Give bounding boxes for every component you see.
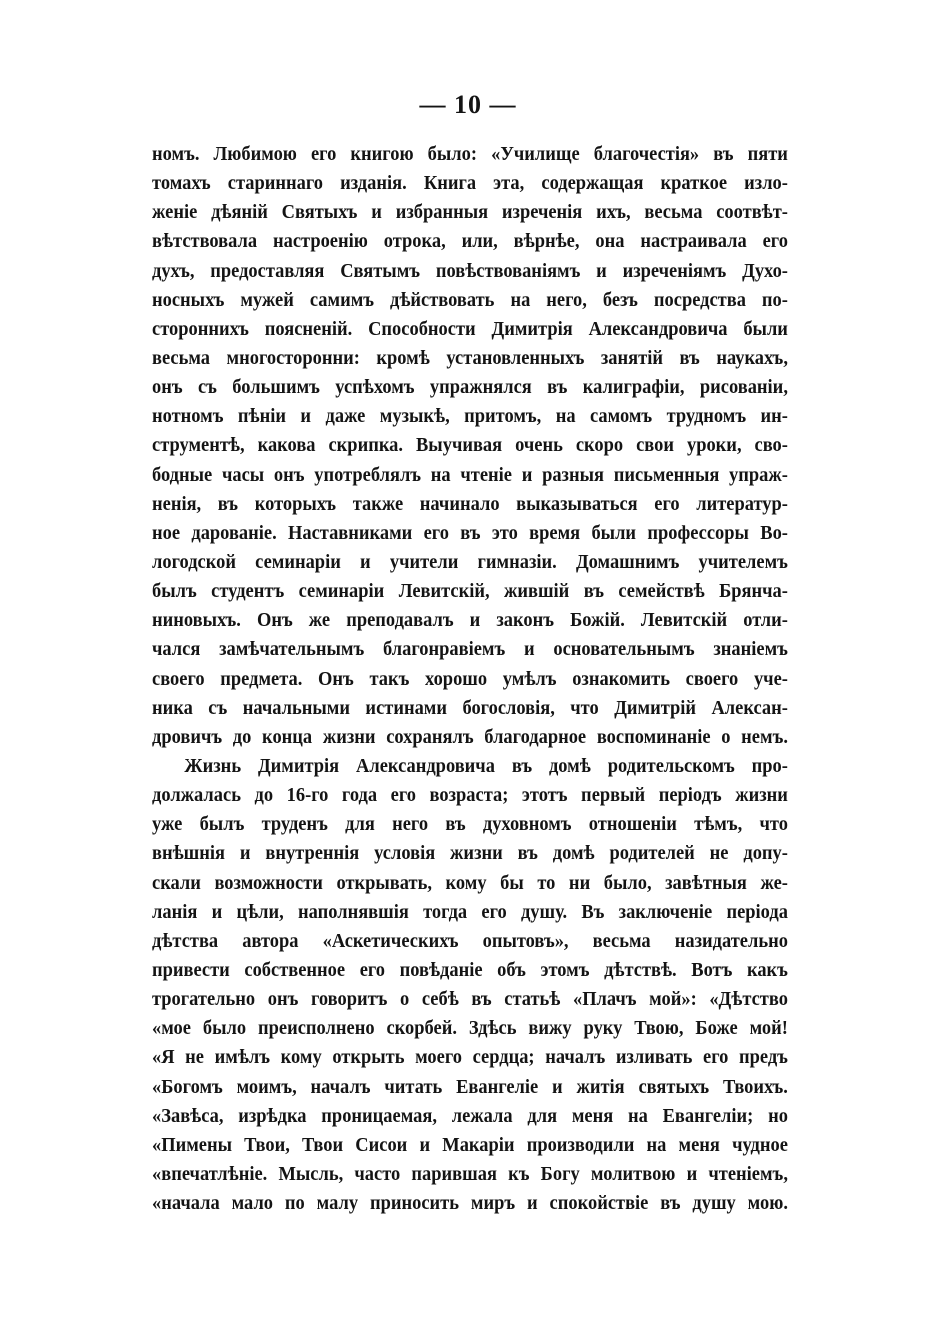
- text-line: бодные часы онъ употреблялъ на чтеніе и разныя письменныя упраж-: [152, 463, 788, 486]
- body-text: [152, 140, 788, 1218]
- quote-line: «Богомъ моимъ, началъ читать Евангеліе и житія святыхъ Твоихъ.: [152, 1075, 788, 1098]
- text-line: носныхъ мужей самимъ дѣйствовать на него, безъ посредства по-: [152, 288, 788, 311]
- text-line: логодской семинаріи и учители гимназіи. Домашнимъ учителемъ: [152, 550, 788, 573]
- text-line: ное дарованіе. Наставниками его въ это время были профессоры Во-: [152, 521, 788, 544]
- text-line: дровичъ до конца жизни сохранялъ благодарное воспоминаніе о немъ.: [152, 725, 788, 748]
- text-line: уже былъ труденъ для него въ духовномъ отношеніи тѣмъ, что: [152, 813, 788, 836]
- text-line: трогательно онъ говоритъ о себѣ въ статьѣ «Плачъ мой»: «Дѣтство: [152, 988, 788, 1011]
- quote-line: «Я не имѣлъ кому открыть моего сердца; началъ изливать его предъ: [152, 1046, 788, 1069]
- text-line: ниновыхъ. Онъ же преподавалъ и законъ Божій. Левитскій отли-: [152, 609, 788, 632]
- paragraph-start-line: Жизнь Димитрія Александровича въ домѣ родительскомъ про-: [184, 754, 788, 777]
- text-line: привести собственное его повѣданіе объ этомъ дѣтствѣ. Вотъ какъ: [152, 958, 788, 981]
- text-line: чался замѣчательнымъ благонравіемъ и основательнымъ знаніемъ: [152, 638, 788, 661]
- text-line: нотномъ пѣніи и даже музыкѣ, притомъ, на самомъ трудномъ ин-: [152, 405, 788, 428]
- quote-line: «начала мало по малу приносить миръ и спокойствіе въ душу мою.: [152, 1192, 788, 1215]
- text-line: былъ студентъ семинаріи Левитскій, жившій въ семействѣ Брянча-: [152, 580, 788, 603]
- quote-line: «впечатлѣніе. Мысль, часто парившая къ Богу молитвою и чтеніемъ,: [152, 1162, 788, 1185]
- text-line: должалась до 16-го года его возраста; этотъ первый періодъ жизни: [152, 784, 788, 807]
- text-line: своего предмета. Онъ такъ хорошо умѣлъ ознакомить своего уче-: [152, 667, 788, 690]
- text-line: вѣтствовала настроенію отрока, или, вѣрнѣе, она настраивала его: [152, 230, 788, 253]
- quote-line: «Пимены Твои, Твои Сисои и Макаріи производили на меня чудное: [152, 1133, 788, 1156]
- page-number: — 10 —: [419, 90, 517, 119]
- text-line: номъ. Любимою его книгою было: «Училище благочестія» въ пяти: [152, 143, 788, 165]
- text-line: стороннихъ поясненій. Способности Димитрія Александровича были: [152, 317, 788, 340]
- quote-line: «мое было преисполнено скорбей. Здѣсь вижу руку Твою, Боже мой!: [152, 1017, 788, 1040]
- text-line: ника съ начальными истинами богословія, что Димитрій Алексан-: [152, 696, 788, 719]
- text-line: онъ съ большимъ успѣхомъ упражнялся въ калиграфіи, рисованіи,: [152, 376, 788, 399]
- quote-line: «Завѣса, изрѣдка проницаемая, лежала для меня на Евангеліи; но: [152, 1104, 788, 1127]
- text-line: ланія и цѣли, наполнявшія тогда его душу. Въ заключеніе періода: [152, 900, 788, 923]
- text-line: ненія, въ которыхъ также начинало выказываться его литератур-: [152, 492, 788, 515]
- text-line: женіе дѣяній Святыхъ и избранныя изреченія ихъ, весьма соотвѣт-: [152, 201, 788, 224]
- text-line: внѣшнія и внутреннія условія жизни въ домѣ родителей не допу-: [152, 842, 788, 865]
- text-line: струментѣ, какова скрипка. Выучивая очень скоро свои уроки, сво-: [152, 434, 788, 457]
- text-line: скали возможности открывать, кому бы то ни было, завѣтныя же-: [152, 871, 788, 894]
- text-line: духъ, предоставляя Святымъ повѣствованіямъ и изреченіямъ Духо-: [152, 259, 788, 282]
- text-line: томахъ стариннаго изданія. Книга эта, содержащая краткое изло-: [152, 172, 788, 195]
- text-line: дѣтства автора «Аскетическихъ опытовъ», весьма назидательно: [152, 929, 788, 952]
- text-line: весьма многосторонни: кромѣ установленныхъ занятій въ наукахъ,: [152, 346, 788, 369]
